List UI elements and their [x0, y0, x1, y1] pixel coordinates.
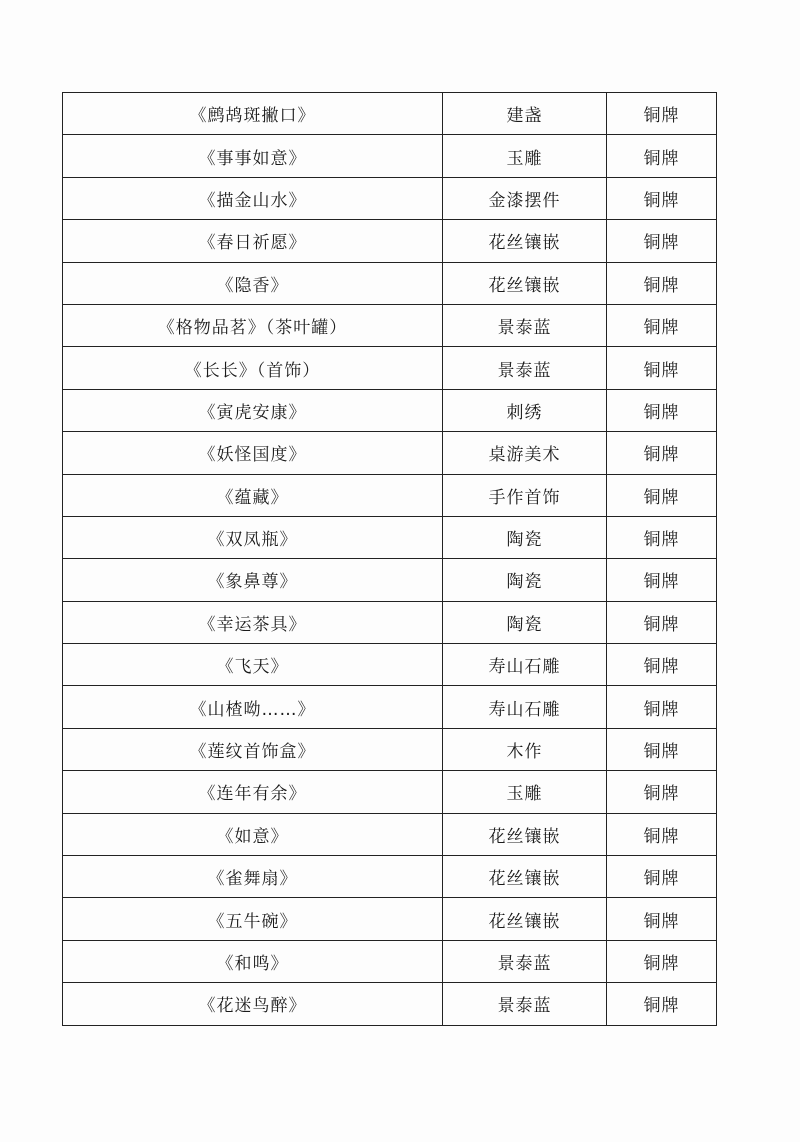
category-cell: 花丝镶嵌 — [443, 813, 607, 855]
work-name-cell: 《隐香》 — [63, 262, 443, 304]
category-cell: 景泰蓝 — [443, 347, 607, 389]
work-name-cell: 《和鸣》 — [63, 940, 443, 982]
work-name-cell: 《幸运茶具》 — [63, 601, 443, 643]
award-cell: 铜牌 — [607, 347, 717, 389]
work-name-cell: 《寅虎安康》 — [63, 389, 443, 431]
award-cell: 铜牌 — [607, 304, 717, 346]
category-cell: 花丝镶嵌 — [443, 856, 607, 898]
table-row — [63, 728, 717, 770]
table-row — [63, 940, 717, 982]
work-name-cell: 《鹧鸪斑撇口》 — [63, 93, 443, 135]
table-row — [63, 898, 717, 940]
award-cell: 铜牌 — [607, 389, 717, 431]
award-cell: 铜牌 — [607, 559, 717, 601]
award-cell: 铜牌 — [607, 432, 717, 474]
work-name-cell: 《如意》 — [63, 813, 443, 855]
award-cell: 铜牌 — [607, 601, 717, 643]
work-name-cell: 《连年有余》 — [63, 771, 443, 813]
awards-table-body — [63, 93, 717, 1026]
category-cell: 陶瓷 — [443, 601, 607, 643]
table-row — [63, 347, 717, 389]
table-row — [63, 601, 717, 643]
category-cell: 手作首饰 — [443, 474, 607, 516]
category-cell: 玉雕 — [443, 771, 607, 813]
award-cell: 铜牌 — [607, 856, 717, 898]
category-cell: 玉雕 — [443, 135, 607, 177]
work-name-cell: 《山楂呦……》 — [63, 686, 443, 728]
category-cell: 建盏 — [443, 93, 607, 135]
work-name-cell: 《妖怪国度》 — [63, 432, 443, 474]
work-name-cell: 《花迷鸟醉》 — [63, 983, 443, 1025]
category-cell: 景泰蓝 — [443, 983, 607, 1025]
table-row — [63, 135, 717, 177]
category-cell: 木作 — [443, 728, 607, 770]
table-row — [63, 516, 717, 558]
table-row — [63, 262, 717, 304]
award-cell: 铜牌 — [607, 177, 717, 219]
category-cell: 花丝镶嵌 — [443, 220, 607, 262]
table-row — [63, 177, 717, 219]
work-name-cell: 《雀舞扇》 — [63, 856, 443, 898]
work-name-cell: 《描金山水》 — [63, 177, 443, 219]
work-name-cell: 《飞天》 — [63, 644, 443, 686]
category-cell: 刺绣 — [443, 389, 607, 431]
category-cell: 桌游美术 — [443, 432, 607, 474]
award-cell: 铜牌 — [607, 644, 717, 686]
table-row — [63, 304, 717, 346]
award-cell: 铜牌 — [607, 771, 717, 813]
award-cell: 铜牌 — [607, 813, 717, 855]
category-cell: 景泰蓝 — [443, 940, 607, 982]
category-cell: 陶瓷 — [443, 559, 607, 601]
category-cell: 寿山石雕 — [443, 686, 607, 728]
category-cell: 花丝镶嵌 — [443, 898, 607, 940]
table-row — [63, 389, 717, 431]
award-cell: 铜牌 — [607, 135, 717, 177]
award-cell: 铜牌 — [607, 728, 717, 770]
award-cell: 铜牌 — [607, 93, 717, 135]
category-cell: 寿山石雕 — [443, 644, 607, 686]
category-cell: 花丝镶嵌 — [443, 262, 607, 304]
table-row — [63, 856, 717, 898]
table-row — [63, 813, 717, 855]
work-name-cell: 《五牛碗》 — [63, 898, 443, 940]
work-name-cell: 《双凤瓶》 — [63, 516, 443, 558]
work-name-cell: 《事事如意》 — [63, 135, 443, 177]
work-name-cell: 《象鼻尊》 — [63, 559, 443, 601]
table-row — [63, 771, 717, 813]
award-cell: 铜牌 — [607, 686, 717, 728]
work-name-cell: 《莲纹首饰盒》 — [63, 728, 443, 770]
table-row — [63, 686, 717, 728]
table-row — [63, 93, 717, 135]
award-cell: 铜牌 — [607, 220, 717, 262]
award-cell: 铜牌 — [607, 474, 717, 516]
awards-table — [62, 92, 717, 1026]
work-name-cell: 《长长》（首饰） — [63, 347, 443, 389]
work-name-cell: 《春日祈愿》 — [63, 220, 443, 262]
award-cell: 铜牌 — [607, 983, 717, 1025]
table-row — [63, 220, 717, 262]
category-cell: 陶瓷 — [443, 516, 607, 558]
category-cell: 景泰蓝 — [443, 304, 607, 346]
work-name-cell: 《蕴藏》 — [63, 474, 443, 516]
award-cell: 铜牌 — [607, 940, 717, 982]
work-name-cell: 《格物品茗》（茶叶罐） — [63, 304, 443, 346]
award-cell: 铜牌 — [607, 898, 717, 940]
award-cell: 铜牌 — [607, 262, 717, 304]
table-row — [63, 432, 717, 474]
table-row — [63, 983, 717, 1025]
table-row — [63, 474, 717, 516]
category-cell: 金漆摆件 — [443, 177, 607, 219]
award-cell: 铜牌 — [607, 516, 717, 558]
table-row — [63, 644, 717, 686]
table-row — [63, 559, 717, 601]
